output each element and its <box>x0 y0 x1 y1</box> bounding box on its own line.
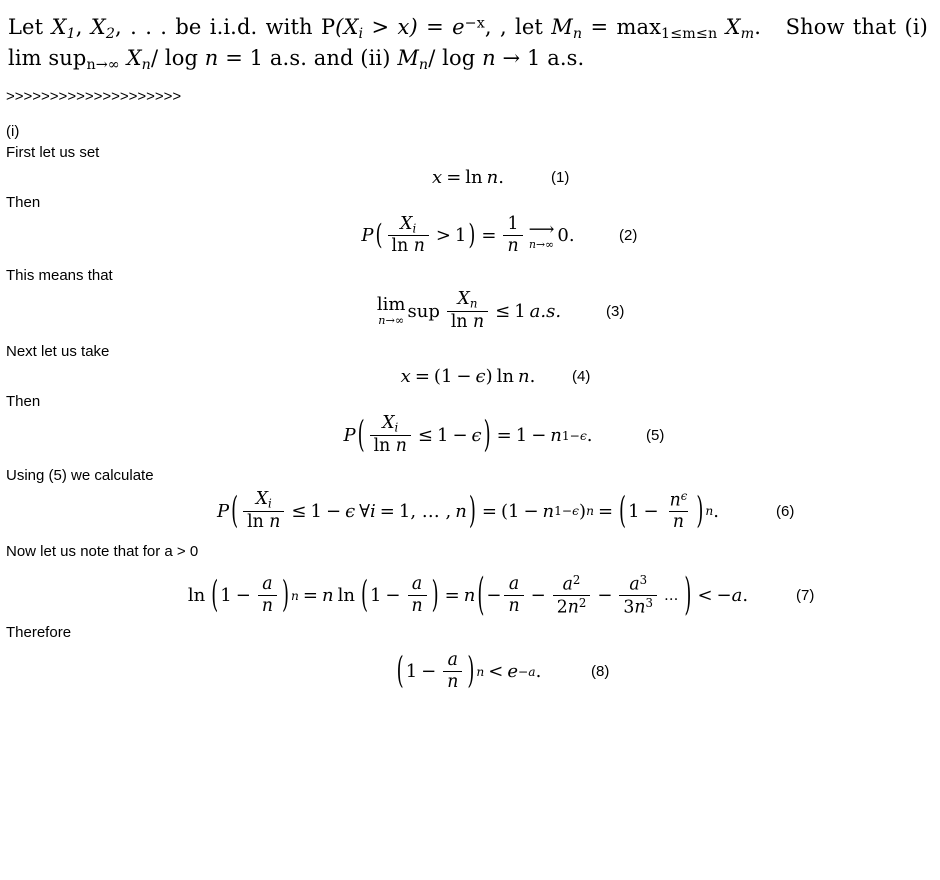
equation-4 <box>6 366 930 387</box>
comma-1: , <box>75 15 83 39</box>
problem-word-iid: be i.i.d. with <box>175 15 313 39</box>
separator-line: >>>>>>>>>>>>>>>>>>>> <box>6 87 182 105</box>
text-now-let-us-note <box>6 543 930 560</box>
equation-7-body: ln ( 1 − $\frac{a}{n}$ ) n = n ln ( 1 − $\frac{a}{n}$ ) = n ( − $\frac{a}{n}$ − $\frac{a^2}{2n^2}$ − $\frac{a^3}{3n^3}$ … ) < − a . <box>187 570 749 622</box>
equation-1-number: (1) <box>551 168 570 186</box>
variable-xm: $X_m$ <box>725 15 755 42</box>
equation-6-number: (6) <box>776 502 795 520</box>
value-one: 1 <box>249 46 264 71</box>
exp-term: $e^{-x}$ <box>452 15 485 39</box>
value-one-2: 1 <box>526 46 541 71</box>
equation-7 <box>6 570 930 622</box>
text-now-let-us-note-label: Now let us note that for a > 0 <box>6 542 199 560</box>
problem-statement <box>8 12 928 76</box>
comma-2: , <box>484 15 492 39</box>
equation-8-body: ( 1 − $\frac{a}{n}$ ) n < e −a . <box>396 649 542 693</box>
equation-7-number: (7) <box>796 587 815 605</box>
equation-6 <box>6 490 930 533</box>
prob-expression: $P(X_i > x)$ <box>320 15 418 42</box>
equation-2-body: P ( $\frac{X_i}{\text{ln n}}$ > 1 ) = $\frac{1}{n}$ ⟶ n→∞ 0. <box>361 213 575 257</box>
text-then-2: Then <box>6 393 41 411</box>
equation-1 <box>6 167 930 188</box>
equation-5 <box>6 414 930 457</box>
text-then-1: Then <box>6 193 41 211</box>
equation-4-body: x = (1 − ϵ ) ln n . <box>400 366 536 388</box>
variable-x1: X1 <box>51 15 76 42</box>
as-text-1: a.s. and (ii) <box>269 46 391 71</box>
text-therefore: Therefore <box>6 623 72 641</box>
equation-3 <box>6 290 930 333</box>
period-1: . <box>754 15 762 39</box>
equation-6-body: P ( $\frac{X_i}{\text{ln n}}$ ≤ 1 − ϵ ∀ i = 1, … , n ) = (1 − n 1−ϵ ) n = ( 1 − $\frac{n^\epsilon}{n}$ ) n . <box>217 488 719 533</box>
text-next-let-us-take: Next let us take <box>6 343 110 361</box>
problem-word-let2: , let <box>499 15 543 39</box>
max-operator: max1≤m≤n <box>616 15 718 42</box>
equation-8 <box>6 651 930 693</box>
arrow-1: → <box>502 46 521 71</box>
equals-2: = <box>590 15 609 39</box>
ellipsis-vars: , . . . <box>115 15 168 39</box>
xn-over-logn: $X_n/$ log n <box>126 46 219 74</box>
limsup-operator: lim supn→∞ <box>8 46 120 74</box>
equals-3: = <box>225 46 243 71</box>
mn-over-logn: $M_n/$ log n <box>397 46 496 74</box>
equation-1-body: x = ln n . <box>432 166 504 188</box>
equation-5-number: (5) <box>646 427 665 445</box>
variable-x2: X2 <box>90 15 116 42</box>
equation-2-number: (2) <box>619 227 638 245</box>
equation-5-body: P ( $\frac{X_i}{\text{ln n}}$ ≤ 1 − ϵ ) = 1 − n 1−ϵ . <box>343 413 593 457</box>
variable-mn: $M_n$ <box>551 15 583 42</box>
problem-word-let: Let <box>8 15 44 39</box>
equation-3-body: lim n→∞ sup $\frac{X_n}{\text{ln n}}$ ≤ 1 a.s. <box>376 289 562 333</box>
part-label-i: (i) <box>6 122 20 140</box>
equation-2 <box>6 215 930 258</box>
as-text-2: a.s. <box>547 46 585 71</box>
text-using-5: Using (5) we calculate <box>6 466 154 484</box>
text-first-let-us-set: First let us set <box>6 143 100 161</box>
equation-3-number: (3) <box>606 303 625 321</box>
text-this-means-that: This means that <box>6 267 113 285</box>
equals-1: = <box>426 15 444 39</box>
problem-word-show: Show that (i) <box>785 15 928 39</box>
equation-8-number: (8) <box>591 663 610 681</box>
equation-4-number: (4) <box>572 368 591 386</box>
